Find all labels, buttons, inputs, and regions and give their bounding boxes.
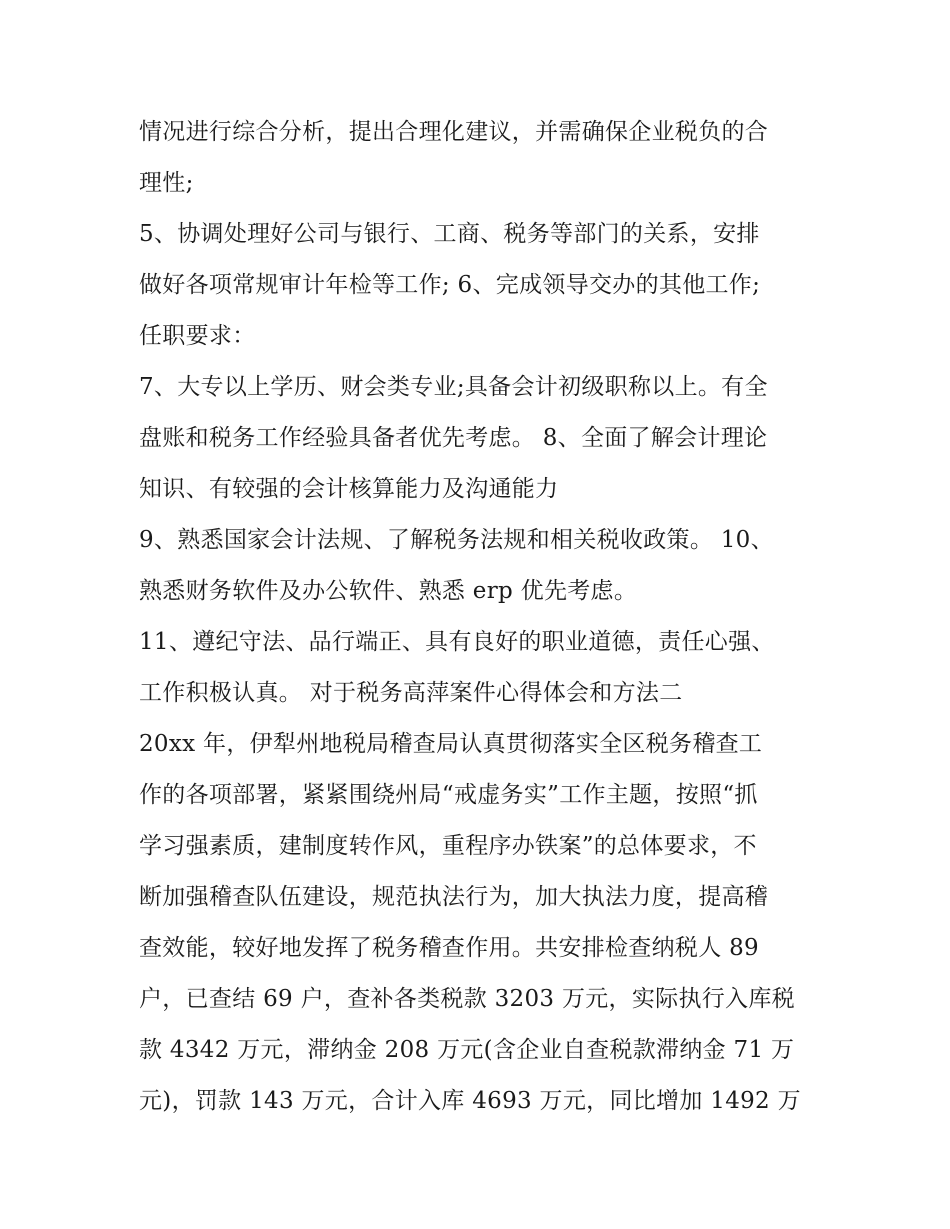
document-body (139, 107, 829, 1127)
text-line: 熟悉财务软件及办公软件、熟悉 erp 优先考虑。 (139, 578, 638, 604)
text-line: 元)，罚款 143 万元，合计入库 4693 万元，同比增加 1492 万 (139, 1088, 801, 1114)
text-line: 款 4342 万元，滞纳金 208 万元(含企业自查税款滞纳金 71 万 (139, 1037, 795, 1063)
text-line: 查效能，较好地发挥了税务稽查作用。共安排检查纳税人 89 (139, 935, 759, 961)
text-line: 20xx 年，伊犁州地税局稽查局认真贯彻落实全区税务稽查工 (139, 731, 763, 757)
text-line: 学习强素质，建制度转作风，重程序办铁案”的总体要求，不 (139, 833, 757, 859)
text-line: 作的各项部署，紧紧围绕州局“戒虚务实”工作主题，按照“抓 (139, 782, 758, 808)
text-line: 任职要求： (139, 323, 256, 349)
text-line: 7、大专以上学历、财会类专业;具备会计初级职称以上。有全 (139, 374, 768, 400)
text-line: 理性; (139, 170, 194, 196)
text-line: 断加强稽查队伍建设，规范执法行为，加大执法力度，提高稽 (139, 884, 769, 910)
text-line: 知识、有较强的会计核算能力及沟通能力 (139, 476, 559, 502)
text-line: 盘账和税务工作经验具备者优先考虑。 8、全面了解会计理论 (139, 425, 768, 451)
text-line: 5、协调处理好公司与银行、工商、税务等部门的关系，安排 (139, 221, 760, 247)
text-line: 做好各项常规审计年检等工作; 6、完成领导交办的其他工作; (139, 272, 761, 298)
text-line: 情况进行综合分析，提出合理化建议，并需确保企业税负的合 (139, 119, 769, 145)
text-line: 工作积极认真。 对于税务高萍案件心得体会和方法二 (139, 680, 683, 706)
text-line: 户，已查结 69 户，查补各类税款 3203 万元，实际执行入库税 (139, 986, 795, 1012)
text-line: 9、熟悉国家会计法规、了解税务法规和相关税收政策。 10、 (139, 527, 774, 553)
text-line: 11、遵纪守法、品行端正、具有良好的职业道德，责任心强、 (139, 629, 775, 655)
